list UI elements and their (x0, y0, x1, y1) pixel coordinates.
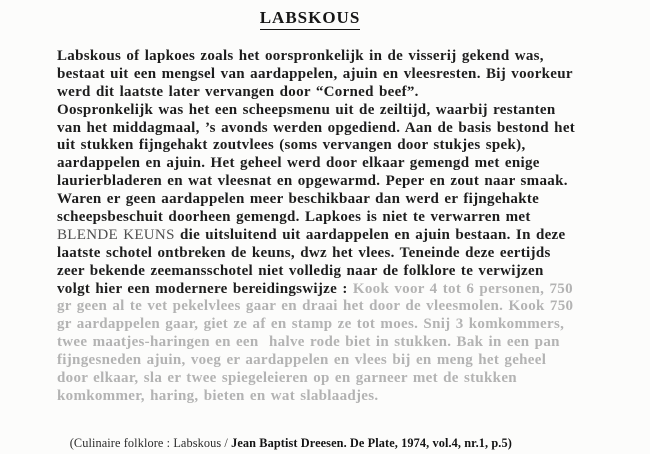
text-line-content: Labskous of lapkoes zoals het oorspronkelijk in de visserij gekend was, (57, 48, 544, 64)
recipe-text-start: Kook voor 4 tot 6 personen, 750 (352, 280, 573, 297)
text-line (57, 263, 632, 281)
document-title-row (0, 8, 620, 30)
text-line (57, 352, 632, 370)
text-line (57, 370, 632, 388)
dish-name-highlight: BLENDE KEUNS (57, 226, 175, 243)
text-line-content: van het middagmaal, ’s avonds werden opgediend. Aan de basis bestond het (57, 119, 576, 136)
text-line (57, 155, 632, 173)
recipe-text-line: komkommer, haring, bieten en wat slablaadjes. (57, 387, 379, 404)
recipe-text-line: twee maatjes-haringen en een halve rode biet in stukken. Bak in een pan (57, 334, 560, 351)
recipe-text-line: door elkaar, sla er twee spiegeleieren op en garneer met de stukken (57, 370, 517, 387)
text-line (57, 245, 632, 263)
document-title: LABSKOUS (260, 8, 361, 30)
text-line (57, 281, 632, 299)
text-line (57, 388, 632, 406)
text-line (57, 209, 632, 227)
text-line (57, 191, 632, 209)
recipe-text-line: gr geen al te vet pekelvlees gaar en draai het door de vleesmolen. Kook 750 (57, 298, 574, 315)
text-line (57, 316, 632, 334)
citation-footer (57, 421, 512, 454)
recipe-text-line: gr aardappelen gaar, giet ze af en stamp ze tot moes. Snij 3 komkommers, (57, 316, 565, 333)
text-line-content: volgt hier een modernere bereidingswijze : (57, 280, 353, 297)
text-line (57, 334, 632, 352)
text-line-content: scheepsbeschuit doorheen gemengd. Lapkoes is niet te verwarren met (57, 209, 531, 226)
citation-reference: Jean Baptist Dreesen. De Plate, 1974, vol.4, nr.1, p.5) (231, 436, 512, 450)
text-line-content: bestaat uit een mengsel van aardappelen, ajuin en vleesresten. Bij voorkeur (57, 65, 573, 82)
text-line-content: werd dit laatste later vervangen door “Corned beef”. (57, 83, 419, 100)
text-line (57, 120, 632, 138)
text-line (57, 66, 632, 84)
text-line (57, 173, 632, 191)
text-line (57, 298, 632, 316)
text-line-content: laatste schotel ontbreken de keuns, dwz het vlees. Teneinde deze eertijds (57, 244, 551, 261)
document-body (57, 48, 632, 406)
text-line-content: Waren er geen aardappelen meer beschikbaar dan werd er fijngehakte (57, 191, 540, 208)
text-line-content: Oospronkelijk was het een scheepsmenu uit de zeiltijd, waarbij restanten (57, 101, 556, 118)
recipe-text-line: fijngesneden ajuin, voeg er aardappelen en vlees bij en meng het geheel (57, 352, 547, 369)
text-line (57, 48, 632, 66)
text-line-content: aardappelen en ajuin. Het geheel werd door elkaar gemengd met enige (57, 155, 540, 172)
text-line-content: laurierbladeren en wat vleesnat en opgewarmd. Peper en zout naar smaak. (57, 173, 568, 190)
text-line-content: zeer bekende zeemansschotel niet volledig naar de folklore te verwijzen (57, 262, 544, 279)
text-line-content: uit stukken fijngehakt zoutvlees (soms vervangen door stukjes spek), (57, 137, 526, 154)
citation-source-label: (Culinaire folklore : Labskous / (69, 436, 232, 450)
text-line (57, 227, 632, 245)
text-line (57, 102, 632, 120)
text-line (57, 84, 632, 102)
text-line-content: die uitsluitend uit aardappelen en ajuin bestaan. In deze (174, 226, 566, 243)
text-line (57, 137, 632, 155)
